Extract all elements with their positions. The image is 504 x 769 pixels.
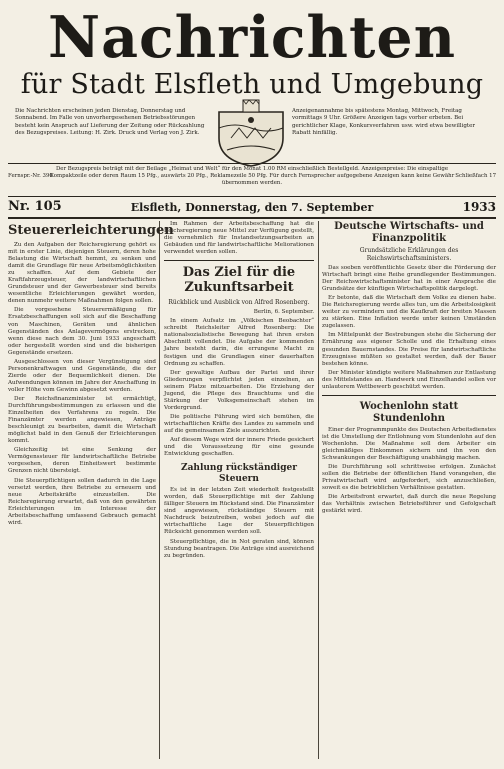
column-rule	[159, 221, 160, 759]
article-headline: Wochenlohn statt Stundenlohn	[359, 400, 459, 424]
subscription-text: Der Bezugspreis beträgt mit der Beilage „Heimat und Welt“ für den Monat 1.00 RM einschließlich Bestellgeld. Anzeigenpreise: Die einspaltige Kompaktzeile oder deren Raum 15 Pfg., auswärts 20 Pfg., Reklamezeile 50 Pfg. Für durch Fernsprecher aufgegebene Anzeigen kann keine Gewähr übernommen werden.	[49, 166, 455, 187]
post-box: Schließfach 17	[455, 173, 496, 179]
article-paragraph: Die Durchführung soll schrittweise erfolgen. Zunächst sollen die Betriebe der öffentlichen Hand vorangehen, die Privatwirtschaft wird aufgefordert, sich anzuschließen, soweit es die betrieblichen Verhältnisse gestatten.	[322, 464, 496, 492]
article-paragraph: Der Reichsfinanzminister ist ermächtigt, Durchführungsbestimmungen zu erlassen und die Einzelheiten des Verfahrens zu regeln. Die Finanzämter werden angewiesen, Anträge beschleunigt zu bearbeiten, damit die Wirtschaft möglichst bald in den Genuß der Erleichterungen kommt.	[8, 395, 156, 445]
divider	[8, 217, 496, 219]
article-paragraph: Steuerpflichtige, die in Not geraten sind, können Stundung beantragen. Die Anträge sind ausreichend zu begründen.	[164, 538, 314, 559]
divider	[164, 260, 314, 261]
article-paragraph: Im Rahmen der Arbeitsbeschaffung hat die Reichsregierung neue Mittel zur Verfügung gestellt, die vornehmlich für Instandsetzungsarbeiten an Gebäuden und für landwirtschaftliche Meliorationen verwendet werden sollen.	[164, 221, 314, 256]
newspaper-title: Nachrichten	[47, 4, 457, 71]
article-headline: Zahlung rückständiger Steuern	[181, 463, 297, 485]
article-column-2	[164, 221, 314, 761]
article-paragraph: Einer der Programmpunkte des Deutschen Arbeitsdienstes ist die Umstellung der Entlohnung vom Stundenlohn auf den Wochenlohn. Die Maßnahme soll dem Arbeiter ein gleichmäßiges Einkommen sichern und ihn von den Schwankungen der Beschäftigung unabhängig machen.	[322, 426, 496, 461]
issue-year: 1933	[462, 200, 496, 214]
article-paragraph: Die Steuerpflichtigen sollen dadurch in die Lage versetzt werden, ihre Betriebe zu erneuern und neue Arbeitskräfte einzustellen. Die Reichsregierung erwartet, daß von den gewährten Erleichterungen im Interesse der Arbeitsbeschaffung umfassend Gebrauch gemacht wird.	[8, 477, 156, 526]
issue-number: Nr. 105	[8, 199, 62, 214]
article-column-3	[322, 221, 496, 761]
advertising-info: Anzeigenannahme bis spätestens Montag, Mittwoch, Freitag vormittags 9 Uhr. Größere Anzeigen tags vorher erbeten. Bei gerichtlicher Klage, Konkursverfahren usw. wird etwa bewilligter Rabatt hinfällig.	[292, 108, 475, 137]
article-headline: Das Ziel für die Zukunftsarbeit	[182, 265, 296, 296]
publication-info: Die Nachrichten erscheinen jeden Dienstag, Donnerstag und Sonnabend. Im Falle von unvorhergesehenen Betriebsstörungen besteht kein Anspruch auf Lieferung der Zeitung oder Rückzahlung des Bezugspreises. Leitung: H. Zirk. Druck und Verlag von J. Zirk.	[15, 108, 205, 137]
article-subheadline: Rückblick und Ausblick von Alfred Rosenberg.	[168, 299, 310, 307]
article-paragraph: Das soeben veröffentlichte Gesetz über die Förderung der Wirtschaft bringt eine Reihe grundlegender Bestimmungen. Der Reichswirtschaftsminister hat in einer Ansprache die Grundsätze der künftigen Wirtschaftspolitik dargelegt.	[322, 265, 496, 293]
phone-number: Fernspr.-Nr. 390	[8, 173, 53, 179]
article-headline: Deutsche Wirtschafts- und Finanzpolitik	[334, 221, 484, 244]
article-subheadline: Grundsätzliche Erklärungen des Reichswirtschaftsministers.	[359, 247, 459, 262]
article-paragraph: Im Mittelpunkt der Bestrebungen stehe die Sicherung der Ernährung aus eigener Scholle und die Erhaltung eines gesunden Bauernstandes. Die Preise für landwirtschaftliche Erzeugnisse müßten so gestaltet werden, daß der Bauer bestehen könne.	[322, 332, 496, 367]
subscription-info	[8, 166, 496, 194]
divider	[322, 395, 496, 396]
article-paragraph: Gleichzeitig ist eine Senkung der Vermögenssteuer für landwirtschaftliche Betriebe vorgesehen, deren Einheitswert bestimmte Grenzen nicht übersteigt.	[8, 447, 156, 475]
column-rule	[318, 221, 319, 759]
article-dateline: Berlin, 6. September.	[253, 309, 314, 316]
divider	[8, 196, 496, 197]
article-paragraph: Der gewaltige Aufbau der Partei und ihrer Gliederungen verpflichtet jeden einzelnen, an seinem Platze mitzuarbeiten. Die Erziehung der Jugend, die Pflege des Brauchtums und die Stärkung der Volksgemeinschaft stehen im Vordergrund.	[164, 369, 314, 411]
article-paragraph: Der Minister kündigte weitere Maßnahmen zur Entlastung des Mittelstandes an. Handwerk und Einzelhandel sollen vor unlauterem Wettbewerb geschützt werden.	[322, 369, 496, 390]
article-paragraph: Ausgeschlossen von dieser Vergünstigung sind Personenkraftwagen und Gegenstände, die der Zierde oder der Bequemlichkeit dienen. Die Aufwendungen können im Jahre der Anschaffung in voller Höhe vom Gewinn abgesetzt werden.	[8, 358, 156, 393]
article-paragraph: Die politische Führung wird sich bemühen, die wirtschaftlichen Kräfte des Landes zu sammeln und auf die gemeinsamen Ziele auszurichten.	[164, 413, 314, 434]
divider	[8, 163, 496, 164]
article-column-1	[8, 221, 174, 761]
newspaper-subtitle: für Stadt Elsfleth und Umgebung	[20, 69, 484, 100]
article-headline: Steuererleichterungen	[8, 223, 174, 238]
article-paragraph: Es ist in der letzten Zeit wiederholt festgestellt worden, daß Steuerpflichtige mit der Zahlung fälliger Steuern im Rückstand sind. Die Finanzämter sind angewiesen, rückständige Steuern mit Nachdruck beizutreiben, wobei jedoch auf die wirtschaftliche Lage der Steuerpflichtigen Rücksicht genommen werden soll.	[164, 487, 314, 536]
article-paragraph: Zu den Aufgaben der Reichsregierung gehört es mit in erster Linie, diejenigen Steuern, deren hohe Belastung die Wirtschaft hemmt, zu senken und damit die Grundlage für neue Arbeitsmöglichkeiten zu schaffen. Auf dem Gebiete der Kraftfahrzeugsteuer, der landwirtschaftlichen Grundsteuer und der Gewerbesteuer sind bereits wesentliche Erleichterungen gewährt worden, denen nunmehr weitere Maßnahmen folgen sollen.	[8, 242, 156, 305]
article-paragraph: Die vorgesehene Steuerermäßigung für Ersatzbeschaffungen soll sich auf die Beschaffung von Maschinen, Geräten und ähnlichen Gegenständen des Anlagevermögens erstrecken, wenn diese nach dem 30. Juni 1933 angeschafft oder hergestellt worden sind und die bisherigen Gegenstände ersetzen.	[8, 307, 156, 356]
coat-of-arms-icon	[213, 98, 289, 168]
masthead	[8, 6, 496, 106]
article-paragraph: Die Arbeitsfront erwartet, daß durch die neue Regelung das Verhältnis zwischen Betriebsführer und Gefolgschaft gestärkt wird.	[322, 494, 496, 515]
dateline	[8, 199, 496, 215]
article-paragraph: Er betonte, daß die Wirtschaft dem Volke zu dienen habe. Die Reichsregierung werde alles tun, um die Arbeitslosigkeit weiter zu vermindern und die Kaufkraft der breiten Massen zu stärken. Eine Inflation werde unter keinen Umständen zugelassen.	[322, 295, 496, 330]
article-paragraph: In einem Aufsatz im „Völkischen Beobachter“ schreibt Reichsleiter Alfred Rosenberg: Die nationalsozialistische Bewegung hat ihren ersten Abschnitt vollendet. Die Aufgabe der kommenden Jahre besteht darin, die errungene Macht zu festigen und die Grundlagen einer dauerhaften Ordnung zu schaffen.	[164, 318, 314, 367]
issue-date: Elsfleth, Donnerstag, den 7. September	[130, 201, 374, 214]
article-paragraph: Auf diesem Wege wird der innere Friede gesichert und die Voraussetzung für eine gesunde Entwicklung geschaffen.	[164, 437, 314, 458]
